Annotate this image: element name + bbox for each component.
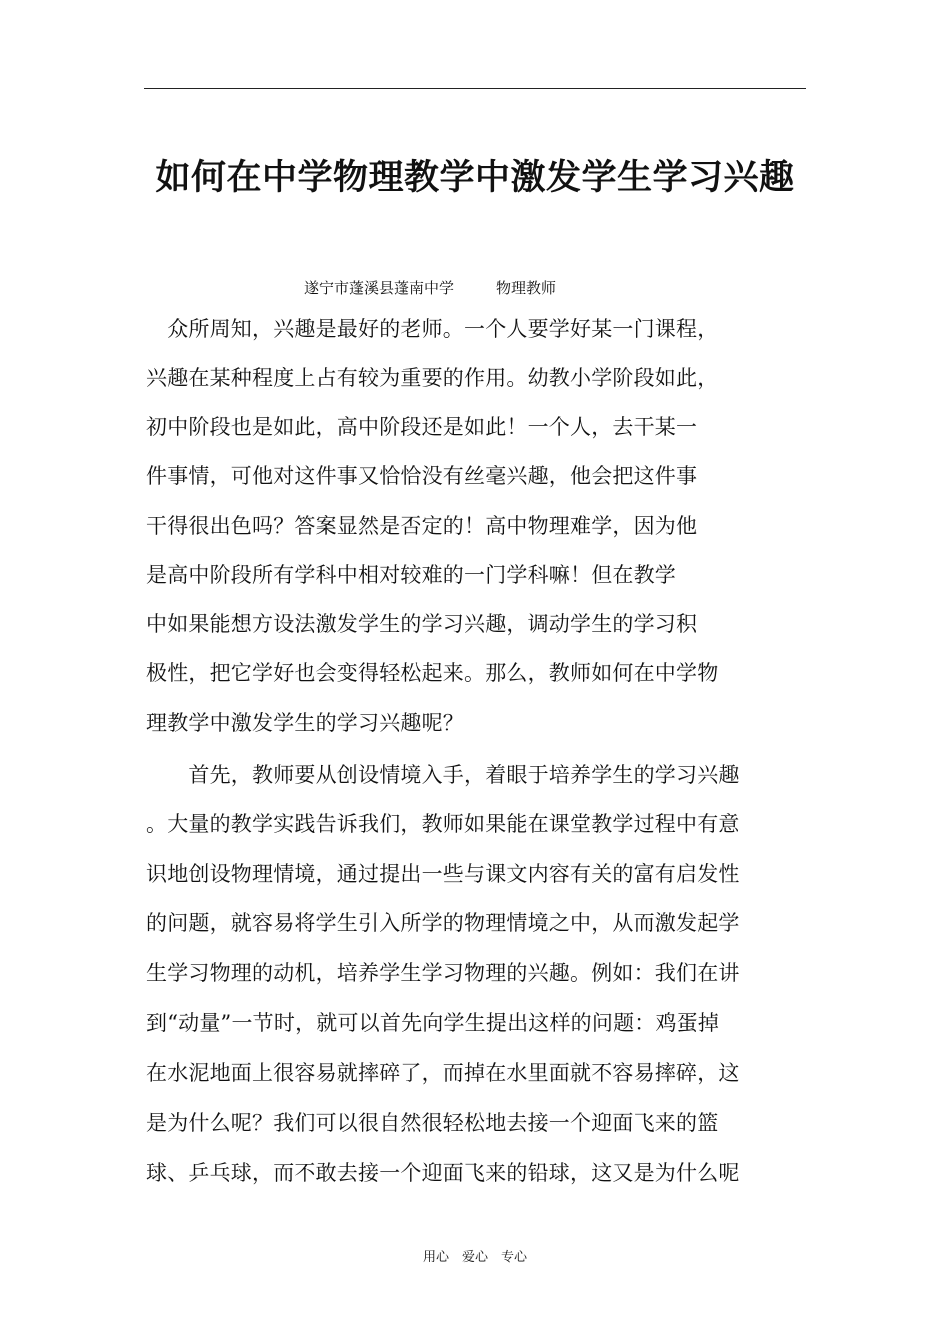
author-role: 物理教师 bbox=[496, 279, 557, 297]
body-line: 众所周知，兴趣是最好的老师。一个人要学好某一门课程， bbox=[146, 317, 719, 341]
body-line: 初中阶段也是如此，高中阶段还是如此！一个人，去干某一 bbox=[146, 415, 698, 439]
body-line: 件事情，可他对这件事又恰恰没有丝毫兴趣，他会把这件事 bbox=[146, 464, 698, 488]
body-line: 极性，把它学好也会变得轻松起来。那么，教师如何在中学物 bbox=[146, 661, 719, 685]
body-line: 中如果能想方设法激发学生的学习兴趣，调动学生的学习积 bbox=[146, 612, 698, 636]
body-line: 干得很出色吗？答案显然是否定的！高中物理难学，因为他 bbox=[146, 514, 698, 538]
body-line: 的问题，就容易将学生引入所学的物理情境之中，从而激发起学 bbox=[146, 911, 740, 935]
body-line: 是为什么呢？我们可以很自然很轻松地去接一个迎面飞来的篮 bbox=[146, 1111, 719, 1135]
body-line: 兴趣在某种程度上占有较为重要的作用。幼教小学阶段如此， bbox=[146, 366, 719, 390]
body-line: 识地创设物理情境，通过提出一些与课文内容有关的富有启发性 bbox=[146, 862, 740, 886]
body-line: 。大量的教学实践告诉我们，教师如果能在课堂教学过程中有意 bbox=[146, 812, 740, 836]
body-line: 到“动量”一节时，就可以首先向学生提出这样的问题：鸡蛋掉 bbox=[146, 1011, 720, 1035]
document-title: 如何在中学物理教学中激发学生学习兴趣 bbox=[155, 158, 795, 198]
body-line: 是高中阶段所有学科中相对较难的一门学科嘛！但在教学 bbox=[146, 563, 676, 587]
body-line: 球、乒乓球，而不敢去接一个迎面飞来的铅球，这又是为什么呢 bbox=[146, 1161, 740, 1185]
body-line: 理教学中激发学生的学习兴趣呢？ bbox=[146, 711, 464, 735]
author-school: 遂宁市蓬溪县蓬南中学 bbox=[304, 279, 455, 297]
body-line: 首先，教师要从创设情境入手，着眼于培养学生的学习兴趣 bbox=[146, 763, 740, 787]
body-line: 在水泥地面上很容易就摔碎了，而掉在水里面就不容易摔碎，这 bbox=[146, 1061, 740, 1085]
page-footer: 用心 爱心 专心 bbox=[422, 1250, 527, 1265]
author-byline bbox=[304, 276, 556, 300]
header-rule bbox=[144, 88, 806, 89]
body-line: 生学习物理的动机，培养学生学习物理的兴趣。例如：我们在讲 bbox=[146, 961, 740, 985]
